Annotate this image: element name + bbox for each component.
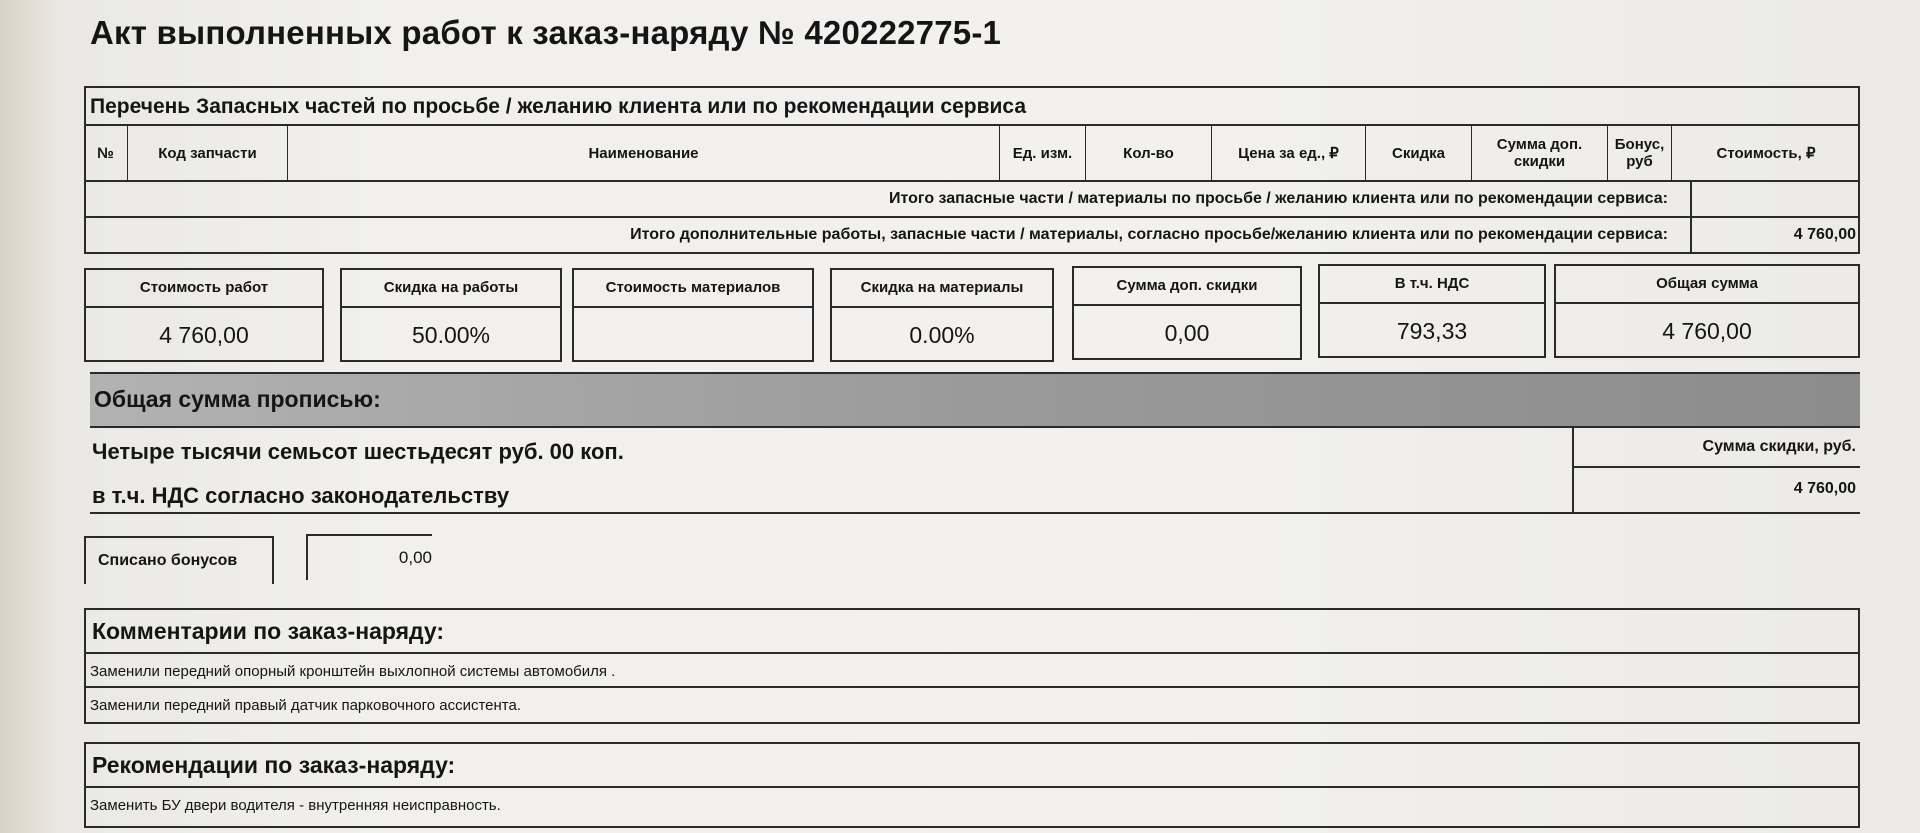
divider bbox=[1572, 466, 1860, 468]
totals-box-materials-cost bbox=[572, 268, 814, 362]
parts-table-header bbox=[84, 126, 1860, 182]
vat-note: в т.ч. НДС согласно законодательству bbox=[92, 483, 510, 508]
bonus-value: 0,00 bbox=[398, 548, 432, 567]
parts-subtotal-label: Итого запасные части / материалы по просьбе / желанию клиента или по рекомендации сервиса: bbox=[888, 190, 1668, 207]
column-header-cost: Стоимость, ₽ bbox=[1716, 144, 1816, 162]
column-header-part-code: Код запчасти bbox=[128, 126, 288, 180]
bonus-value-box bbox=[306, 534, 432, 580]
additional-subtotal-label: Итого дополнительные работы, запасные части / материалы, согласно просьбе/желанию клиента или по рекомендации сервиса: bbox=[630, 226, 1668, 243]
divider bbox=[90, 426, 1860, 428]
totals-label: В т.ч. НДС bbox=[1320, 266, 1544, 304]
column-header-extra-discount: Сумма доп. скидки bbox=[1472, 126, 1608, 180]
totals-label: Скидка на материалы bbox=[832, 270, 1052, 308]
column-header-name: Наименование bbox=[288, 126, 1000, 180]
totals-box-work-cost bbox=[84, 268, 324, 362]
totals-label: Стоимость работ bbox=[86, 270, 322, 308]
column-header-number: № bbox=[84, 126, 128, 180]
divider bbox=[84, 686, 1860, 688]
divider bbox=[84, 786, 1860, 788]
bonus-label-box bbox=[84, 536, 274, 584]
totals-value: 0.00% bbox=[909, 322, 975, 348]
totals-label: Стоимость материалов bbox=[574, 270, 812, 308]
amount-in-words-text: Четыре тысячи семьсот шестьдесят руб. 00 коп. bbox=[92, 439, 624, 464]
totals-label: Сумма доп. скидки bbox=[1074, 268, 1300, 306]
recommendations-title: Рекомендации по заказ-наряду: bbox=[92, 752, 456, 778]
divider bbox=[1572, 426, 1574, 512]
column-header-discount: Скидка bbox=[1366, 126, 1472, 180]
divider bbox=[1690, 182, 1692, 216]
additional-subtotal-value: 4 760,00 bbox=[1793, 226, 1856, 243]
totals-value: 793,33 bbox=[1396, 318, 1468, 344]
column-header-quantity: Кол-во bbox=[1086, 126, 1212, 180]
divider bbox=[90, 512, 1860, 514]
totals-value: 50.00% bbox=[411, 322, 490, 348]
paper-edge bbox=[0, 0, 60, 833]
totals-value: 4 760,00 bbox=[1662, 318, 1752, 344]
totals-value: 0,00 bbox=[1164, 320, 1210, 346]
comment-line: Заменили передний правый датчик парковочного ассистента. bbox=[90, 697, 522, 714]
parts-section-title: Перечень Запасных частей по просьбе / желанию клиента или по рекомендации сервиса bbox=[90, 95, 1027, 118]
discount-sum-value: 4 760,00 bbox=[1793, 480, 1856, 497]
totals-label: Общая сумма bbox=[1556, 266, 1858, 304]
amount-in-words-title: Общая сумма прописью: bbox=[94, 386, 381, 412]
parts-subtotal-row bbox=[84, 182, 1860, 218]
column-header-unit: Ед. изм. bbox=[1000, 126, 1086, 180]
totals-box-work-discount bbox=[340, 268, 562, 362]
column-header-bonus: Бонус, руб bbox=[1608, 126, 1672, 180]
document-title: Акт выполненных работ к заказ-наряду № 420222775-1 bbox=[90, 14, 1002, 51]
totals-value bbox=[574, 308, 812, 362]
discount-sum-label: Сумма скидки, руб. bbox=[1702, 438, 1856, 455]
comment-line: Заменили передний опорный кронштейн выхлопной системы автомобиля . bbox=[90, 663, 616, 680]
totals-box-grand-total bbox=[1554, 264, 1860, 358]
divider bbox=[1690, 218, 1692, 252]
totals-box-extra-discount bbox=[1072, 266, 1302, 360]
parts-subtotal-value bbox=[1696, 182, 1856, 216]
additional-subtotal-row bbox=[84, 218, 1860, 254]
totals-value: 4 760,00 bbox=[159, 322, 249, 348]
recommendation-line: Заменить БУ двери водителя - внутренняя неисправность. bbox=[90, 797, 501, 814]
totals-box-vat bbox=[1318, 264, 1546, 358]
totals-label: Скидка на работы bbox=[342, 270, 560, 308]
comments-title: Комментарии по заказ-наряду: bbox=[92, 618, 445, 644]
totals-box-materials-discount bbox=[830, 268, 1054, 362]
column-header-unit-price: Цена за ед., ₽ bbox=[1212, 126, 1366, 180]
bonus-label: Списано бонусов bbox=[98, 552, 238, 569]
divider bbox=[84, 652, 1860, 654]
